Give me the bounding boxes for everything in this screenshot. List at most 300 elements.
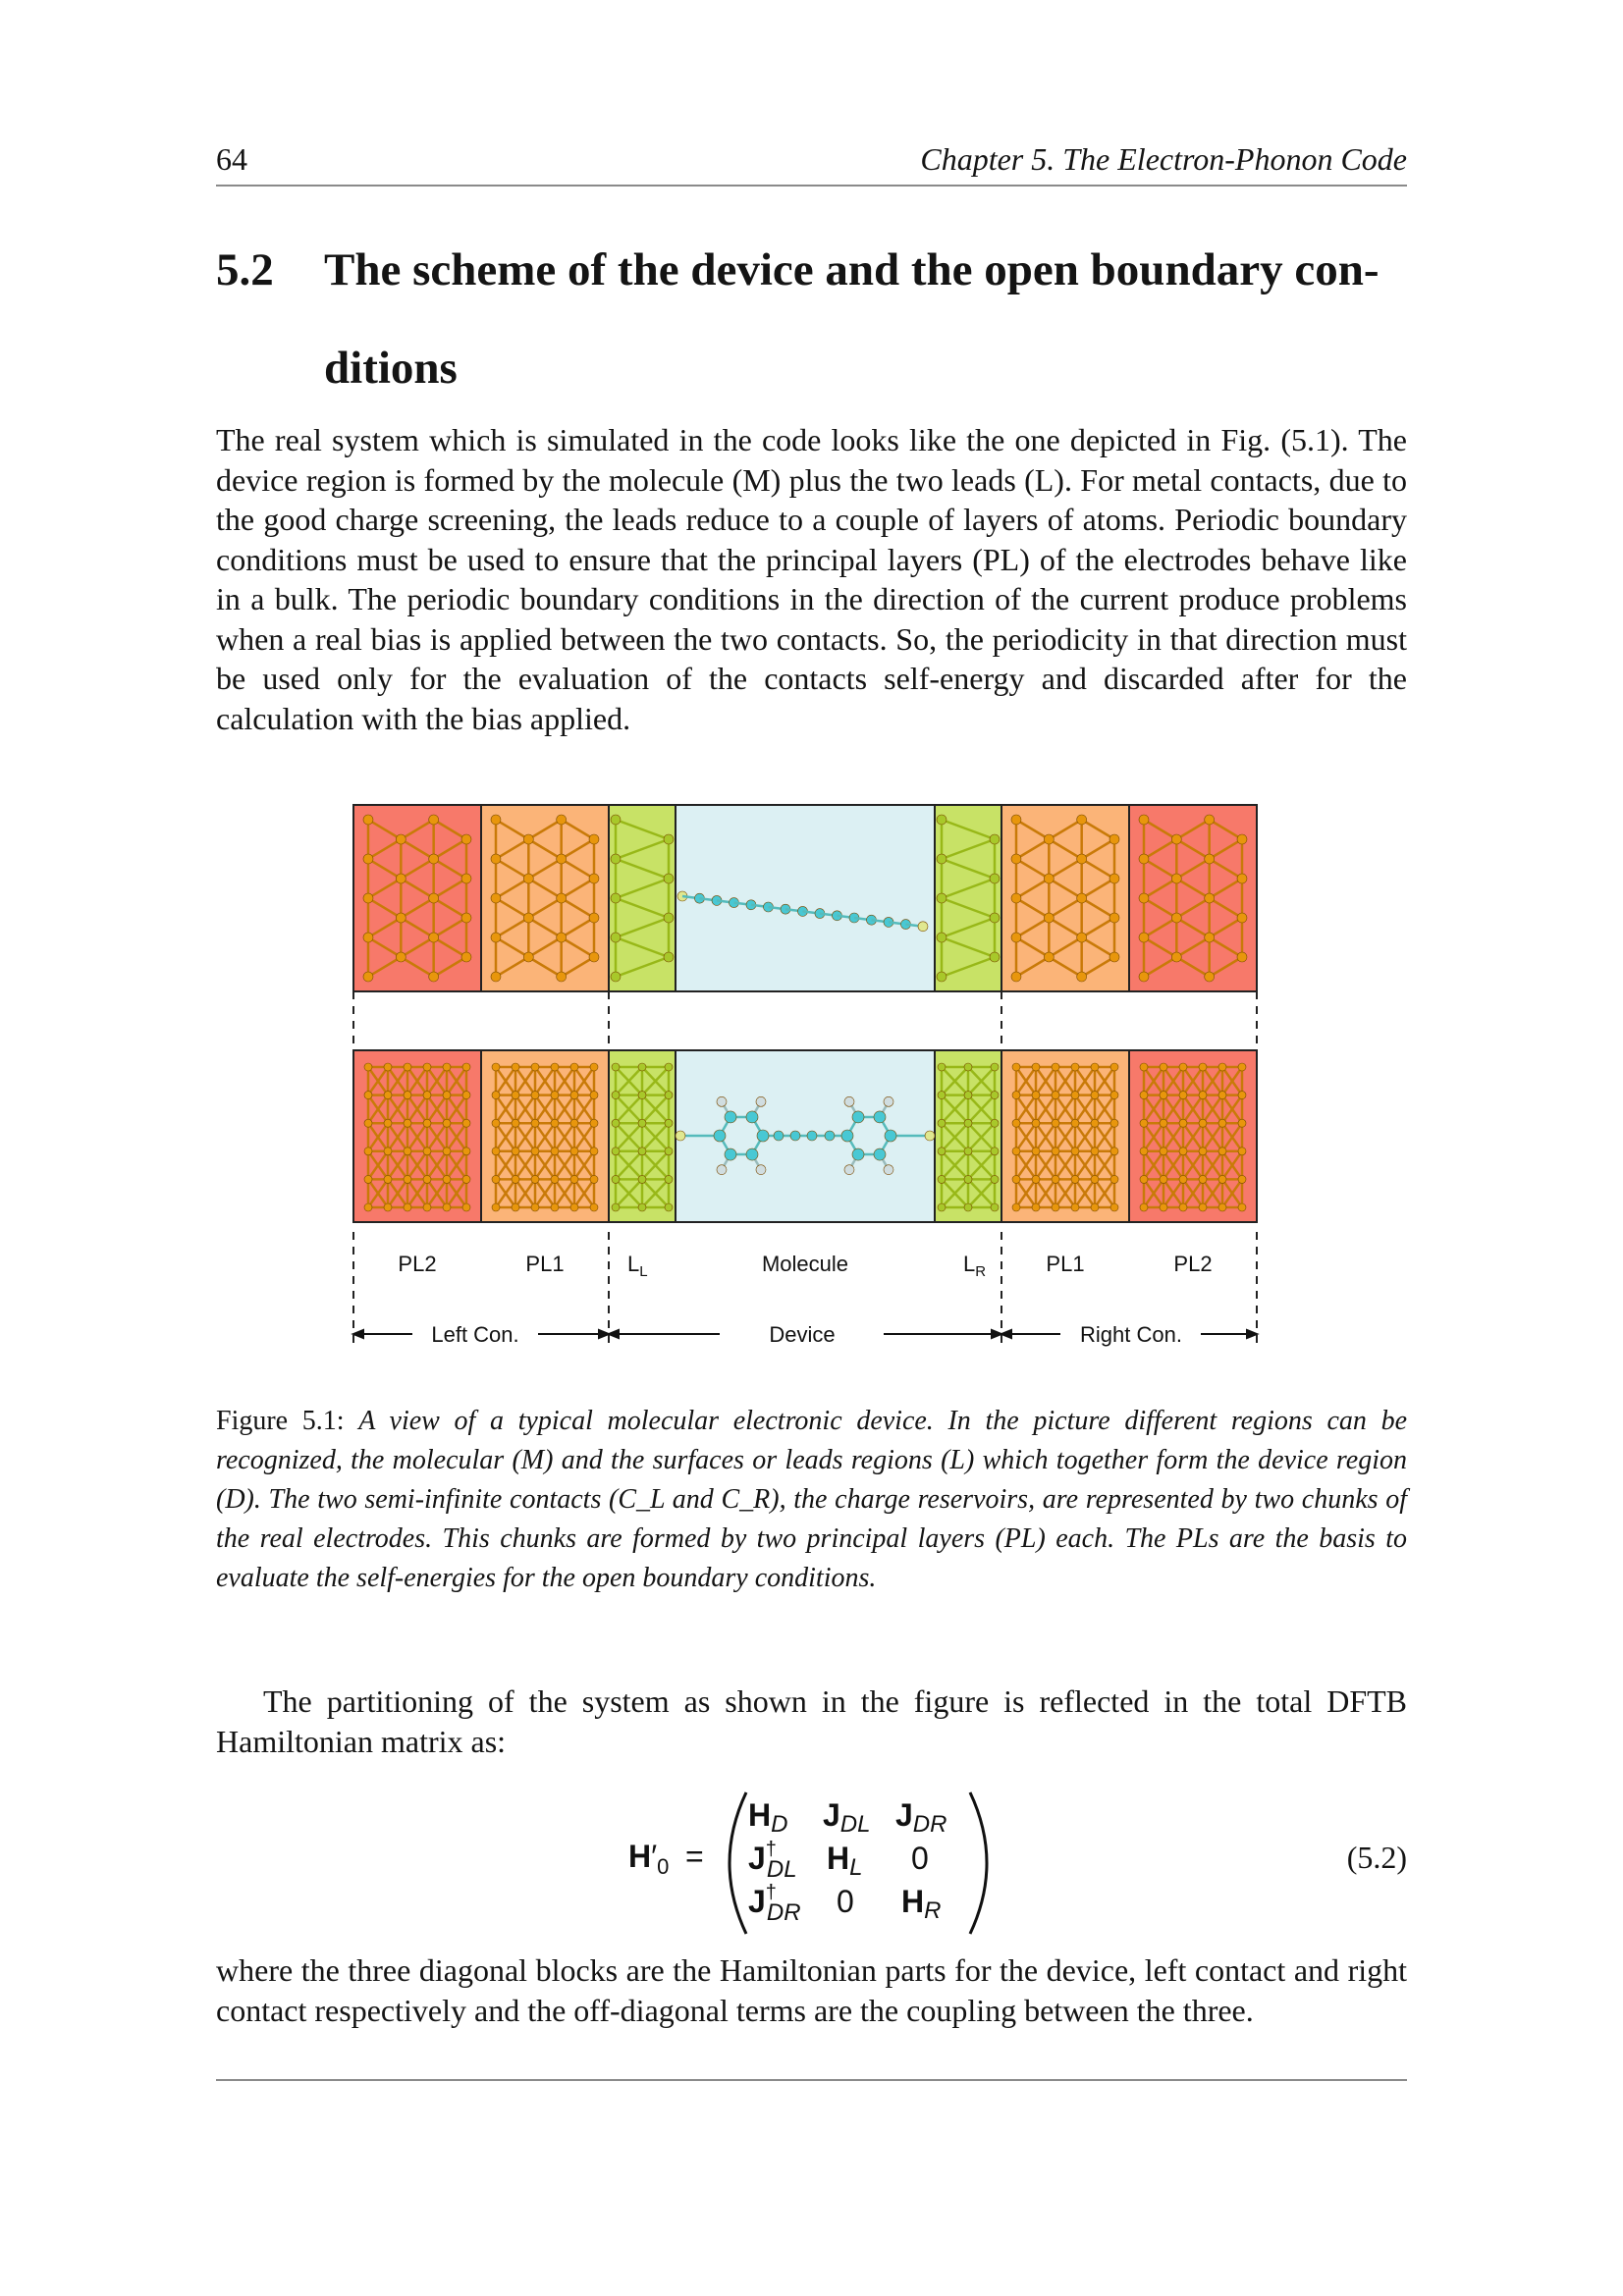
atom <box>1052 1203 1059 1211</box>
atom <box>1205 854 1215 864</box>
section-title-line2: ditions <box>324 343 458 394</box>
atom <box>1140 1092 1148 1099</box>
atom <box>725 1111 736 1123</box>
atom <box>1012 1119 1020 1127</box>
atom <box>1179 1203 1187 1211</box>
atom <box>611 815 621 825</box>
atom <box>1171 834 1181 844</box>
label-left-contact: Left Con. <box>431 1322 519 1347</box>
atom <box>874 1148 886 1160</box>
atom <box>1160 1148 1167 1155</box>
atom <box>676 1131 685 1141</box>
atom <box>665 1203 673 1211</box>
bottom-panel <box>353 1050 1257 1222</box>
footer-rule <box>216 2079 1407 2081</box>
section-title-line1: The scheme of the device and the open boundary con- <box>324 244 1380 295</box>
atom <box>570 1063 578 1071</box>
atom <box>1011 815 1021 825</box>
atom <box>492 1092 500 1099</box>
atom <box>404 1148 411 1155</box>
cell-jdr-dagger: J† DR <box>748 1882 801 1926</box>
atom <box>1071 1175 1079 1183</box>
atom <box>1237 913 1247 923</box>
atom <box>1110 1063 1118 1071</box>
atom <box>396 834 406 844</box>
atom <box>1160 1119 1167 1127</box>
label-molecule: Molecule <box>761 1252 849 1276</box>
atom <box>1160 1203 1167 1211</box>
atom <box>589 952 599 962</box>
atom <box>937 933 947 942</box>
atom <box>590 1203 598 1211</box>
device-figure <box>349 800 1271 1360</box>
atom <box>404 1092 411 1099</box>
atom <box>492 1148 500 1155</box>
atom <box>589 913 599 923</box>
atom <box>512 1148 519 1155</box>
caption-label: Figure 5.1: <box>216 1406 345 1436</box>
atom <box>590 1063 598 1071</box>
cell-hr: HR <box>901 1884 942 1924</box>
atom <box>964 1119 972 1127</box>
atom <box>512 1203 519 1211</box>
atom <box>423 1148 431 1155</box>
atom <box>1218 1148 1226 1155</box>
atom <box>492 1175 500 1183</box>
cell-jdr: JDR <box>895 1797 947 1838</box>
atom <box>1238 1119 1246 1127</box>
atom <box>1052 1175 1059 1183</box>
atom <box>363 893 373 903</box>
atom <box>937 854 947 864</box>
atom <box>1140 1203 1148 1211</box>
atom <box>964 1175 972 1183</box>
atom <box>1238 1148 1246 1155</box>
atom <box>1071 1092 1079 1099</box>
atom <box>1091 1119 1099 1127</box>
atom <box>1238 1063 1246 1071</box>
atom <box>363 972 373 982</box>
right-paren <box>970 1792 987 1934</box>
atom <box>1110 1175 1118 1183</box>
atom <box>665 1092 673 1099</box>
atom <box>1091 1203 1099 1211</box>
atom <box>1091 1175 1099 1183</box>
atom <box>1044 952 1054 962</box>
atom <box>938 1148 946 1155</box>
atom <box>1140 1119 1148 1127</box>
atom <box>756 1096 766 1106</box>
atom <box>612 1119 620 1127</box>
region-labels <box>398 1252 1212 1280</box>
atom <box>938 1203 946 1211</box>
atom <box>612 1092 620 1099</box>
atom <box>991 1119 999 1127</box>
atom <box>531 1119 539 1127</box>
label-lead-right: $L_R$ <box>963 1252 987 1280</box>
atom <box>638 1063 646 1071</box>
atom <box>443 1092 451 1099</box>
atom <box>1237 952 1247 962</box>
atom <box>990 874 1000 883</box>
cell-hl: HL <box>827 1841 863 1881</box>
atom <box>1032 1119 1040 1127</box>
atom <box>714 1130 726 1142</box>
atom <box>1238 1175 1246 1183</box>
atom <box>384 1175 392 1183</box>
atom <box>746 1148 758 1160</box>
paragraph-intro: The real system which is simulated in the code looks like the one depicted in Fig. (5.1). The device region is formed by the molecule (M) plus the two leads (L). For metal contacts, due to the good charge screening, the leads reduce to a couple of layers of atoms. Periodic boundary conditions must be used to ensure that the principal layers (PL) of the electrodes behave like in a bulk. The periodic boundary conditions in the direction of the current produce problems when a real bias is applied between the two contacts. So, the periodicity in that direction must be used only for the evaluation of the contacts self-energy and discarded after for the calculation with the bias applied. <box>216 422 1407 736</box>
atom <box>551 1175 559 1183</box>
atom <box>638 1148 646 1155</box>
page-number: 64 <box>216 141 247 177</box>
atom <box>1011 893 1021 903</box>
atom <box>991 1175 999 1183</box>
atom <box>384 1092 392 1099</box>
atom <box>1160 1175 1167 1183</box>
atom <box>885 1130 896 1142</box>
atom <box>1205 893 1215 903</box>
atom <box>1012 1175 1020 1183</box>
atom <box>1032 1148 1040 1155</box>
atom <box>612 1175 620 1183</box>
atom <box>429 972 439 982</box>
atom <box>429 893 439 903</box>
atom <box>638 1119 646 1127</box>
atom <box>423 1119 431 1127</box>
atom <box>1171 874 1181 883</box>
atom <box>874 1111 886 1123</box>
atom <box>938 1119 946 1127</box>
atom <box>990 952 1000 962</box>
atom <box>1110 1203 1118 1211</box>
atom <box>531 1175 539 1183</box>
atom <box>1109 834 1119 844</box>
atom <box>1109 913 1119 923</box>
atom <box>1238 1203 1246 1211</box>
atom <box>462 1063 470 1071</box>
atom <box>746 1111 758 1123</box>
atom <box>841 1130 853 1142</box>
atom <box>557 854 567 864</box>
hamiltonian-equation <box>589 1785 1414 1942</box>
atom <box>1012 1063 1020 1071</box>
atom <box>363 815 373 825</box>
atom <box>1205 933 1215 942</box>
atom <box>1011 854 1021 864</box>
atom <box>1139 893 1149 903</box>
atom <box>1237 874 1247 883</box>
atom <box>1171 952 1181 962</box>
atom <box>512 1092 519 1099</box>
atom <box>423 1175 431 1183</box>
label-pl2-right: PL2 <box>1173 1252 1213 1276</box>
atom <box>429 933 439 942</box>
atom <box>964 1092 972 1099</box>
atom <box>664 834 674 844</box>
atom <box>429 854 439 864</box>
atom <box>570 1203 578 1211</box>
atom <box>991 1203 999 1211</box>
atom <box>1199 1148 1207 1155</box>
atom <box>512 1063 519 1071</box>
atom <box>557 933 567 942</box>
atom <box>918 922 928 932</box>
atom <box>1077 972 1087 982</box>
atom <box>551 1063 559 1071</box>
atom <box>1077 815 1087 825</box>
atom <box>491 933 501 942</box>
atom <box>1218 1092 1226 1099</box>
atom <box>1012 1092 1020 1099</box>
atom <box>638 1175 646 1183</box>
atom <box>551 1119 559 1127</box>
atom <box>611 854 621 864</box>
atom <box>1044 913 1054 923</box>
running-header <box>216 137 1407 187</box>
atom <box>523 952 533 962</box>
atom <box>1032 1063 1040 1071</box>
atom <box>404 1203 411 1211</box>
atom <box>461 874 471 883</box>
atom <box>531 1092 539 1099</box>
atom <box>512 1175 519 1183</box>
atom <box>1077 893 1087 903</box>
atom <box>443 1148 451 1155</box>
atom <box>638 1092 646 1099</box>
atom <box>1071 1203 1079 1211</box>
atom <box>964 1203 972 1211</box>
atom <box>423 1092 431 1099</box>
atom <box>1032 1203 1040 1211</box>
atom <box>570 1148 578 1155</box>
atom <box>990 913 1000 923</box>
atom <box>1199 1175 1207 1183</box>
atom <box>844 1165 854 1175</box>
label-pl2-left: PL2 <box>398 1252 437 1276</box>
atom <box>611 933 621 942</box>
atom <box>491 854 501 864</box>
atom <box>774 1131 784 1141</box>
paragraph-partitioning: The partitioning of the system as shown in the figure is reflected in the total DFTB Hamiltonian matrix as: <box>216 1683 1407 1759</box>
atom <box>665 1063 673 1071</box>
atom <box>1218 1119 1226 1127</box>
atom <box>443 1063 451 1071</box>
atom <box>1071 1119 1079 1127</box>
atom <box>531 1203 539 1211</box>
atom <box>1011 933 1021 942</box>
atom <box>1205 972 1215 982</box>
label-right-contact: Right Con. <box>1080 1322 1182 1347</box>
atom <box>551 1203 559 1211</box>
atom <box>1032 1092 1040 1099</box>
atom <box>938 1175 946 1183</box>
atom <box>491 815 501 825</box>
atom <box>991 1092 999 1099</box>
atom <box>384 1063 392 1071</box>
atom <box>1032 1175 1040 1183</box>
atom <box>364 1175 372 1183</box>
atom <box>363 933 373 942</box>
atom <box>462 1092 470 1099</box>
atom <box>1091 1092 1099 1099</box>
atom <box>1110 1119 1118 1127</box>
cell-zero-2: 0 <box>837 1884 854 1919</box>
atom <box>443 1203 451 1211</box>
atom <box>1052 1148 1059 1155</box>
atom <box>665 1175 673 1183</box>
atom <box>491 972 501 982</box>
atom <box>570 1175 578 1183</box>
atom <box>512 1119 519 1127</box>
label-lead-left: $L_L$ <box>627 1252 648 1280</box>
chapter-title: Chapter 5. The Electron-Phonon Code <box>920 141 1407 177</box>
atom <box>590 1175 598 1183</box>
atom <box>364 1063 372 1071</box>
atom <box>964 1063 972 1071</box>
atom <box>429 815 439 825</box>
atom <box>717 1165 727 1175</box>
atom <box>523 834 533 844</box>
atom <box>1199 1203 1207 1211</box>
atom <box>1052 1063 1059 1071</box>
atom <box>1077 933 1087 942</box>
atom <box>937 815 947 825</box>
atom <box>790 1131 800 1141</box>
atom <box>1218 1063 1226 1071</box>
atom <box>364 1148 372 1155</box>
atom <box>937 893 947 903</box>
atom <box>462 1119 470 1127</box>
cell-jdl-dagger: J† DL <box>748 1839 797 1883</box>
atom <box>396 874 406 883</box>
atom <box>423 1203 431 1211</box>
atom <box>1077 854 1087 864</box>
atom <box>557 893 567 903</box>
atom <box>1044 874 1054 883</box>
atom <box>590 1092 598 1099</box>
atom <box>404 1063 411 1071</box>
atom <box>1179 1148 1187 1155</box>
atom <box>938 1092 946 1099</box>
atom <box>665 1119 673 1127</box>
label-pl1-right: PL1 <box>1046 1252 1085 1276</box>
atom <box>551 1092 559 1099</box>
atom <box>531 1148 539 1155</box>
atom <box>964 1148 972 1155</box>
atom <box>1199 1092 1207 1099</box>
atom <box>492 1119 500 1127</box>
atom <box>938 1063 946 1071</box>
atom <box>589 834 599 844</box>
atom <box>664 874 674 883</box>
atom <box>589 874 599 883</box>
atom <box>1140 1175 1148 1183</box>
atom <box>523 874 533 883</box>
equation-number: (5.2) <box>1346 1840 1407 1875</box>
atom <box>491 893 501 903</box>
atom <box>664 913 674 923</box>
atom <box>492 1063 500 1071</box>
atom <box>462 1148 470 1155</box>
atom <box>1091 1063 1099 1071</box>
atom <box>612 1148 620 1155</box>
atom <box>384 1203 392 1211</box>
atom <box>363 854 373 864</box>
atom <box>404 1119 411 1127</box>
atom <box>725 1148 736 1160</box>
atom <box>825 1131 835 1141</box>
atom <box>1160 1063 1167 1071</box>
atom <box>925 1131 935 1141</box>
atom <box>1179 1063 1187 1071</box>
atom <box>1091 1148 1099 1155</box>
atom <box>611 972 621 982</box>
atom <box>1238 1092 1246 1099</box>
atom <box>1139 854 1149 864</box>
paragraph-blocks: where the three diagonal blocks are the Hamiltonian parts for the device, left contact and right contact respectively and the off-diagonal terms are the coupling between the three. <box>216 1952 1407 2028</box>
atom <box>991 1063 999 1071</box>
atom <box>884 1096 893 1106</box>
atom <box>665 1148 673 1155</box>
atom <box>612 1203 620 1211</box>
atom <box>1052 1119 1059 1127</box>
atom <box>523 913 533 923</box>
atom <box>1109 952 1119 962</box>
cell-zero-1: 0 <box>911 1841 929 1876</box>
atom <box>364 1092 372 1099</box>
atom <box>611 893 621 903</box>
atom <box>1139 972 1149 982</box>
cell-hd: HD <box>748 1797 788 1838</box>
atom <box>844 1096 854 1106</box>
atom <box>364 1119 372 1127</box>
section-number: 5.2 <box>216 244 274 295</box>
atom <box>1160 1092 1167 1099</box>
atom <box>990 834 1000 844</box>
atom <box>557 815 567 825</box>
atom <box>1109 874 1119 883</box>
atom <box>884 1165 893 1175</box>
atom <box>1199 1119 1207 1127</box>
atom <box>461 834 471 844</box>
atom <box>757 1130 769 1142</box>
atom <box>364 1203 372 1211</box>
atom <box>551 1148 559 1155</box>
atom <box>1205 815 1215 825</box>
atom <box>461 913 471 923</box>
atom <box>462 1203 470 1211</box>
atom <box>1012 1148 1020 1155</box>
atom <box>396 913 406 923</box>
atom <box>1140 1063 1148 1071</box>
atom <box>638 1203 646 1211</box>
atom <box>384 1148 392 1155</box>
atom <box>1044 834 1054 844</box>
atom <box>807 1131 817 1141</box>
atom <box>1171 913 1181 923</box>
atom <box>1011 972 1021 982</box>
atom <box>404 1175 411 1183</box>
atom <box>461 952 471 962</box>
atom <box>1071 1148 1079 1155</box>
figure-caption <box>216 1402 1407 1598</box>
atom <box>443 1119 451 1127</box>
cell-jdl: JDL <box>823 1797 871 1838</box>
atom <box>937 972 947 982</box>
atom <box>423 1063 431 1071</box>
caption-text: A view of a typical molecular electronic device. In the picture different regions can be recognized, the molecular (M) and the surfaces or leads regions (L) which together form the device region (D). The two semi-infinite contacts (C_L and C_R), the charge reservoirs, are represented by two chunks of the real electrodes. This chunks are formed by two principal layers (PL) each. The PLs are the basis to evaluate the self-energies for the open boundary conditions. <box>216 1406 1407 1593</box>
